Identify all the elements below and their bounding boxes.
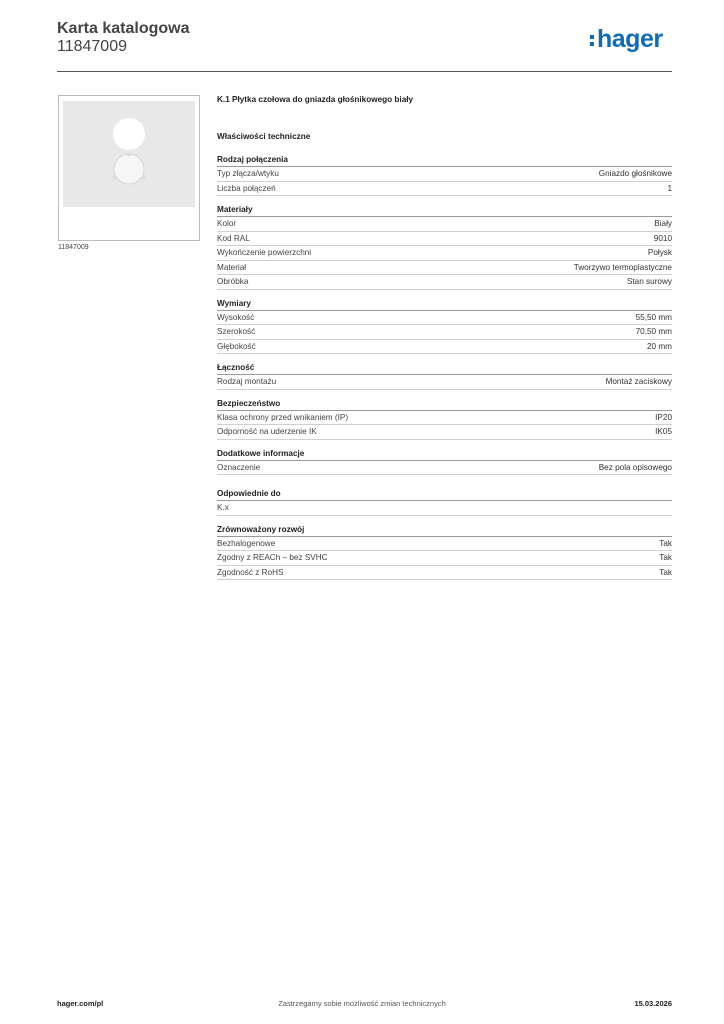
spec-section [217,489,672,516]
spec-row [217,182,672,197]
spec-value: Połysk [647,248,672,257]
logo-dots-icon [590,35,595,49]
section-heading: Odpowiednie do [217,489,672,501]
spec-label: Typ złącza/wtyku [217,169,279,178]
spec-row [217,261,672,276]
product-image [58,95,200,241]
spec-row [217,501,672,516]
footer-website[interactable]: hager.com/pl [57,999,104,1008]
spec-value: 9010 [653,233,672,243]
spec-section [217,299,672,355]
spec-value: Montaż zaciskowy [605,377,672,386]
spec-sections [217,155,672,580]
spec-label: Materiał [217,262,247,272]
footer-date: 15.03.2026 [634,999,672,1008]
spec-label: Kod RAL [217,233,250,243]
section-heading: Zrównoważony rozwój [217,525,672,537]
spec-label: K.x [217,503,229,512]
spec-value: Tak [659,553,672,562]
spec-value: Biały [654,219,672,228]
spec-label: Zgodny z REACh – bez SVHC [217,553,328,562]
spec-label: Kolor [217,219,237,228]
spec-value: 20 mm [646,341,672,351]
spec-row [217,325,672,340]
spec-value: Bez pola opisowego [598,462,672,472]
spec-section [217,205,672,290]
spec-section [217,525,672,581]
spec-row [217,425,672,440]
spec-value: 1 [667,183,672,193]
section-heading: Bezpieczeństwo [217,399,672,411]
spec-value: 70,50 mm [635,327,672,336]
spec-value: Gniazdo głośnikowe [598,169,672,178]
spec-label: Rodzaj montażu [217,377,277,386]
spec-row [217,551,672,566]
spec-row [217,411,672,426]
section-heading: Rodzaj połączenia [217,155,672,167]
spec-label: Wysokość [217,312,255,322]
section-heading: Dodatkowe informacje [217,449,672,461]
image-caption: 11847009 [58,244,89,251]
spec-label: Odporność na uderzenie IK [217,427,317,436]
spec-row [217,275,672,290]
spec-value: 55,50 mm [635,312,672,322]
section-heading: Łączność [217,363,672,375]
spec-section [217,399,672,440]
spec-content [217,95,672,589]
spec-label: Liczba połączeń [217,183,276,193]
spec-label: Wykończenie powierzchni [217,248,312,257]
spec-label: Szerokość [217,327,256,336]
spec-row [217,461,672,476]
section-heading: Wymiary [217,299,672,311]
spec-section [217,155,672,196]
spec-label: Zgodność z RoHS [217,567,284,577]
spec-row [217,375,672,390]
spec-value: IP20 [655,412,672,422]
logo-text: hager [597,25,663,53]
spec-value: Stan surowy [626,277,672,286]
technical-properties-heading: Właściwości techniczne [217,132,311,141]
spec-row [217,537,672,552]
spec-row [217,311,672,326]
spec-label: Oznaczenie [217,462,261,472]
spec-label: Bezhalogenowe [217,538,276,548]
spec-row [217,566,672,581]
product-plate-icon [59,96,199,240]
spec-label: Głębokość [217,341,256,351]
spec-section [217,449,672,476]
spec-label: Obróbka [217,277,249,286]
spec-value: Tak [659,538,672,548]
spec-value: IK05 [655,427,672,436]
header-divider [57,71,672,72]
spec-value: Tak [659,567,672,577]
spec-row [217,340,672,355]
spec-row [217,246,672,261]
hager-logo [590,27,663,52]
spec-row [217,167,672,182]
spec-value: Tworzywo termoplastyczne [573,262,672,272]
section-heading: Materiały [217,205,672,217]
spec-section [217,363,672,390]
spec-row [217,217,672,232]
document-title: Karta katalogowa [57,20,190,37]
product-code: 11847009 [57,38,127,55]
footer-disclaimer: Zastrzegamy sobie możliwość zmian technicznych [278,999,446,1008]
spec-row [217,232,672,247]
spec-label: Klasa ochrony przed wnikaniem (IP) [217,412,349,422]
product-name: K.1 Płytka czołowa do gniazda głośnikowego biały [217,95,414,104]
